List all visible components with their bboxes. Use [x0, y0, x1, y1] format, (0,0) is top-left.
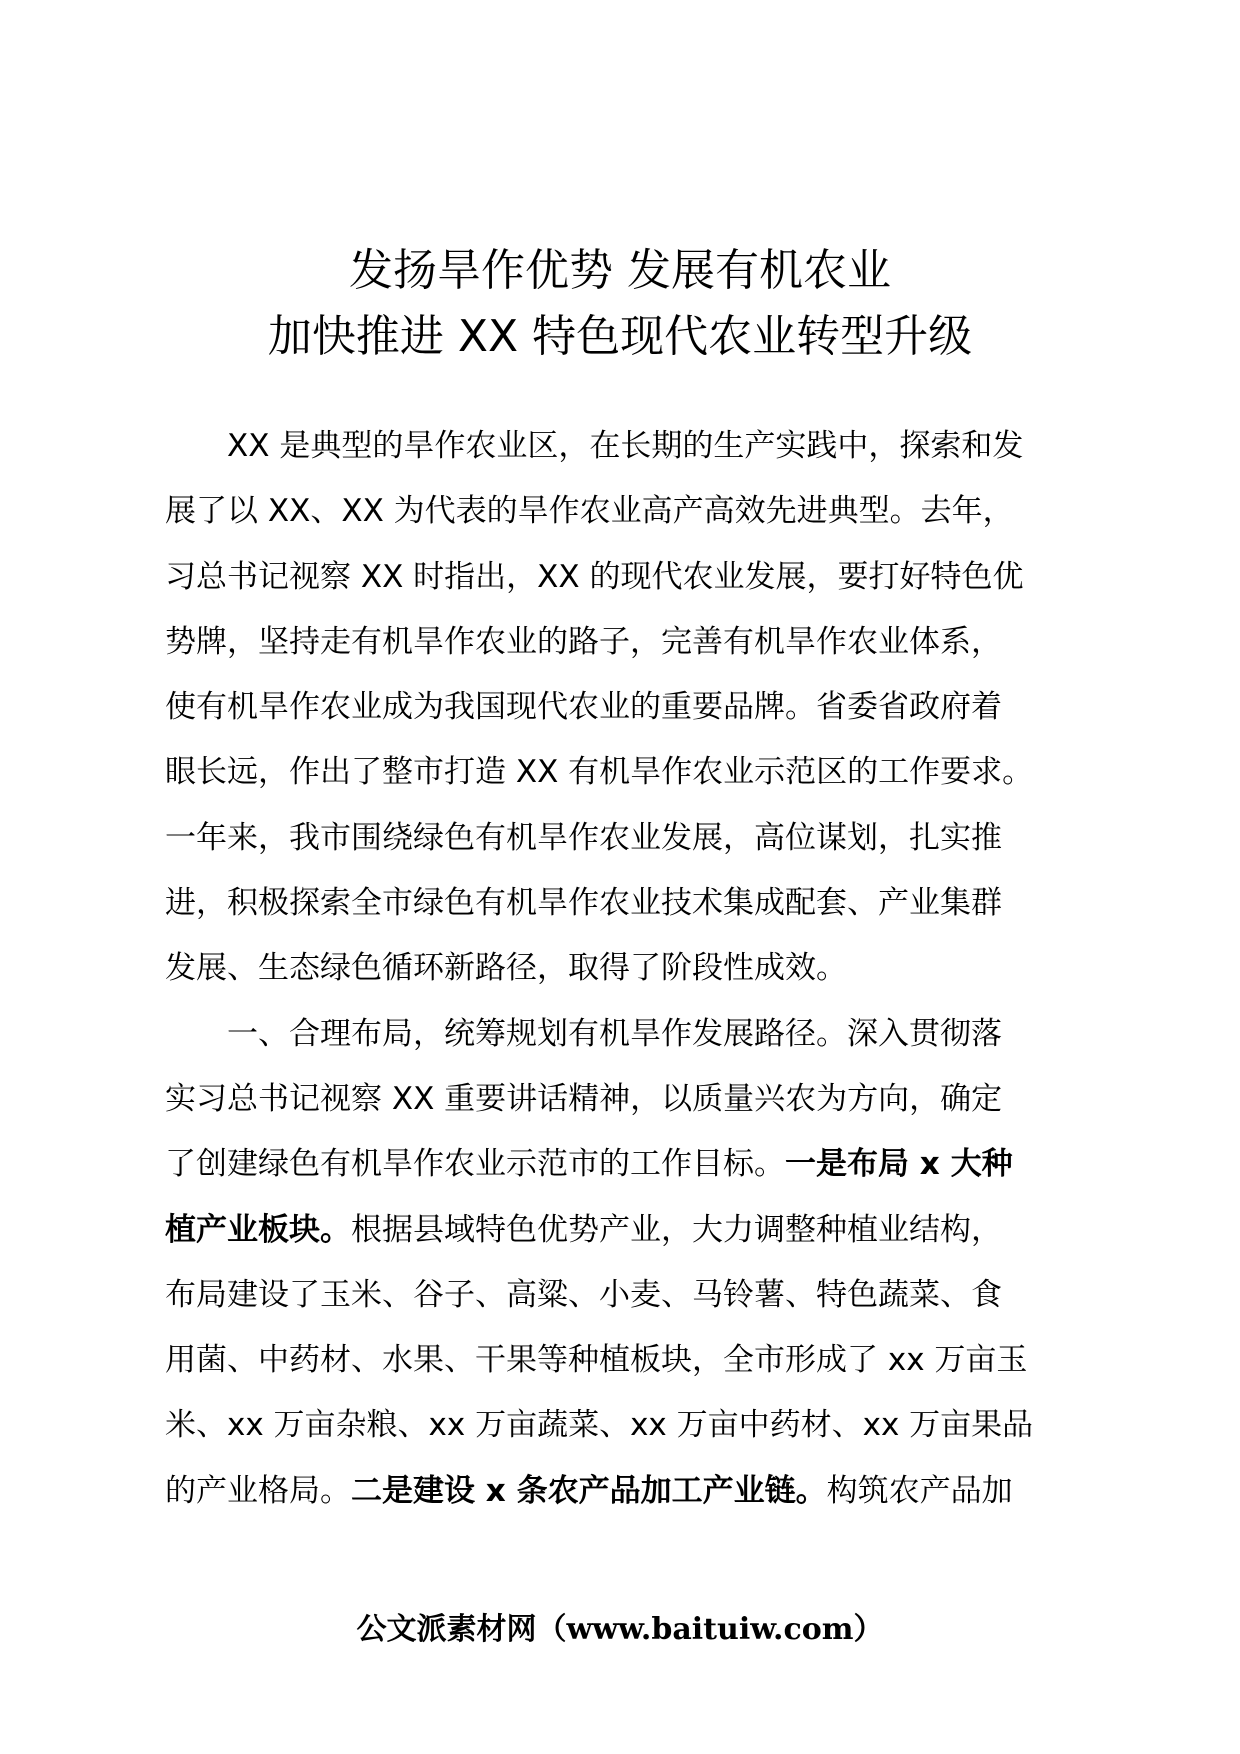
paragraph-1-line: 使有机旱作农业成为我国现代农业的重要品牌。省委省政府着: [165, 689, 1002, 726]
paragraph-2-line: 实习总书记视察 XX 重要讲话精神，以质量兴农为方向，确定: [165, 1080, 1003, 1117]
title-line-1: 发扬旱作优势 发展有机农业: [349, 245, 891, 296]
bold-heading-1-cont: 植产业板块。: [165, 1211, 351, 1248]
paragraph-1-line: 展了以 XX、XX 为代表的旱作农业高产高效先进典型。去年，: [165, 493, 1014, 530]
paragraph-2-text: 根据县域特色优势产业，大力调整种植业结构，: [351, 1211, 1002, 1248]
footer-watermark: 公文派素材网（www.baituiw.com）: [356, 1612, 884, 1647]
bold-heading-2: 二是建设 x 条农产品加工产业链。: [351, 1472, 827, 1509]
paragraph-2-line: [165, 1198, 1085, 1263]
paragraph-1-line: 一年来，我市围绕绿色有机旱作农业发展，高位谋划，扎实推: [165, 819, 1002, 856]
paragraph-2-line: 一、合理布局，统筹规划有机旱作发展路径。深入贯彻落: [227, 1015, 1002, 1052]
paragraph-2-text: 的产业格局。: [165, 1472, 351, 1509]
document-title: [0, 238, 1240, 370]
paragraph-1-line: 进，积极探索全市绿色有机旱作农业技术集成配套、产业集群: [165, 885, 1002, 922]
paragraph-1-line: XX 是典型的旱作农业区，在长期的生产实践中，探索和发: [227, 428, 1024, 464]
paragraph-2-line: [165, 1132, 1085, 1197]
paragraph-2-line: [165, 1459, 1085, 1524]
paragraph-2-line: 米、xx 万亩杂粮、xx 万亩蔬菜、xx 万亩中药材、xx 万亩果品: [165, 1407, 1034, 1444]
paragraph-1: [165, 414, 1085, 1002]
paragraph-1-line: 眼长远，作出了整市打造 XX 有机旱作农业示范区的工作要求。: [165, 754, 1034, 791]
paragraph-2-text: 构筑农产品加: [826, 1472, 1013, 1509]
paragraph-1-line: 发展、生态绿色循环新路径，取得了阶段性成效。: [165, 950, 847, 987]
document-body: [165, 414, 1085, 1524]
paragraph-2-line: 布局建设了玉米、谷子、高粱、小麦、马铃薯、特色蔬菜、食: [165, 1276, 1002, 1313]
paragraph-2: [165, 1002, 1085, 1524]
paragraph-2-line: 用菌、中药材、水果、干果等种植板块，全市形成了 xx 万亩玉: [165, 1342, 1028, 1379]
paragraph-2-text: 了创建绿色有机旱作农业示范市的工作目标。: [165, 1146, 785, 1183]
paragraph-1-line: 势牌，坚持走有机旱作农业的路子，完善有机旱作农业体系，: [165, 623, 1002, 660]
title-line-2: 加快推进 XX 特色现代农业转型升级: [267, 311, 973, 362]
paragraph-1-line: 习总书记视察 XX 时指出，XX 的现代农业发展，要打好特色优: [165, 558, 1024, 595]
bold-heading-1: 一是布局 x 大种: [785, 1146, 1013, 1183]
